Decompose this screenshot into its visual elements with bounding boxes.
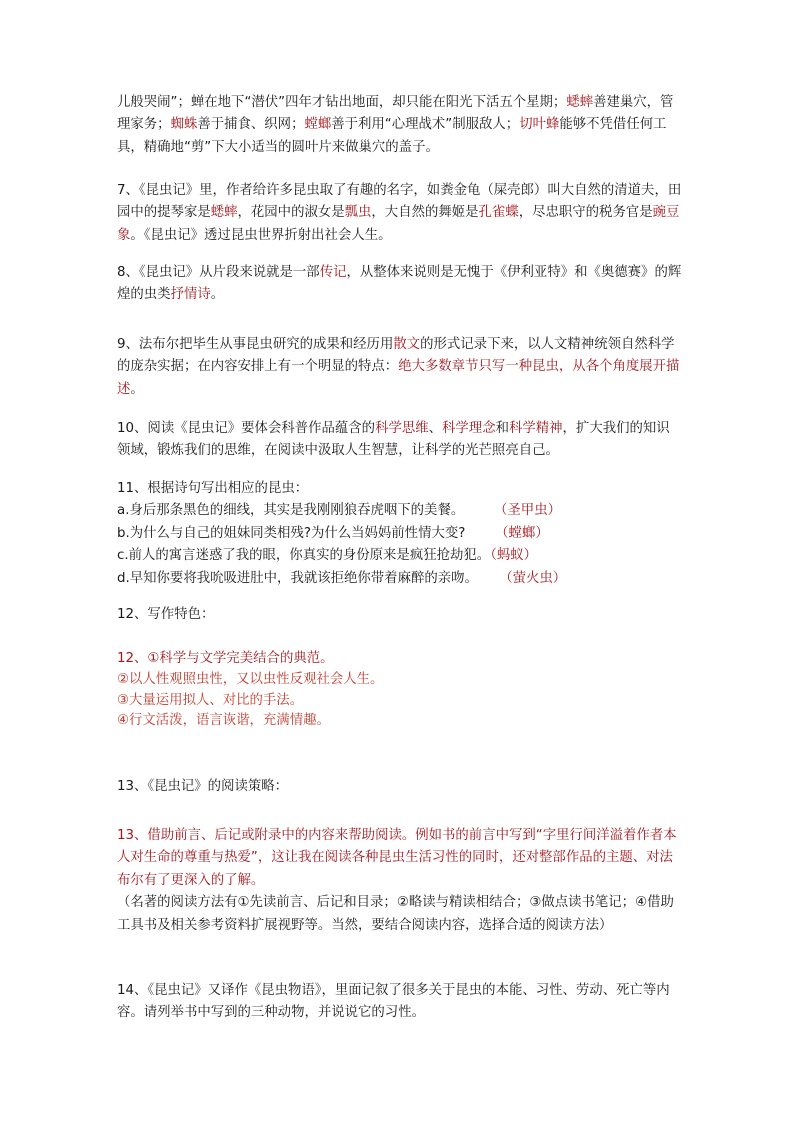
poem-text: d.早知你要将我吮吸进肚中，我就该拒绝你带着麻醉的亲吻。 [117, 570, 478, 586]
paragraph-13-title [117, 776, 682, 798]
text: ，大自然的舞姬是 [371, 205, 479, 221]
highlight-insect: 切叶蜂 [519, 117, 560, 133]
answer: （蚂蚁） [490, 548, 538, 564]
answer-line: ④行文活泼，语言诙谐，充满情趣。 [117, 713, 330, 729]
answer-text: 13、借助前言、后记或附录中的内容来帮助阅读。例如书的前言中写到 [117, 828, 536, 843]
text: 9、法布尔把毕生从事昆虫研究的成果和经历用 [117, 337, 394, 352]
highlight-insect: 蟋蟀 [210, 205, 238, 221]
text: 的形式记录下来，以人文精神统领自然科学的庞杂实据；在内容安排上有一个明显的特点： [117, 337, 675, 375]
text: 儿般哭闹”；蝉在地下“潜伏”四年才钻出地面，却只能在阳光下活五个星期； [117, 95, 567, 110]
highlight-insect: 螳螂 [304, 117, 332, 133]
poem-text: a.身后那条黑色的细线，其实是我刚刚狼吞虎咽下的美餐。 [117, 503, 465, 519]
text: 能够不凭借任何工具，精确地“剪”下大小适当的圆叶片来做巢穴的盖子。 [117, 117, 667, 155]
highlight-term: 绝大多数章节只写一种昆虫，从各个角度展开描述 [117, 359, 680, 397]
highlight-term: 散文 [393, 337, 421, 352]
highlight-insect: 豌豆象 [117, 205, 680, 243]
highlight-term: 科学精神 [508, 421, 563, 436]
paragraph-7 [117, 180, 682, 247]
question-title: 12、写作特色： [117, 607, 215, 622]
answer: （螳螂） [495, 525, 549, 541]
poem-line-d [117, 568, 682, 590]
highlight-term: 科学理念 [442, 421, 496, 436]
text: ，花园中的淑女是 [237, 205, 345, 221]
question-title: 11、根据诗句写出相应的昆虫： [117, 481, 309, 496]
answer-line: ③大量运用拟人、对比的手法。 [117, 692, 304, 708]
text: 和 [495, 421, 509, 436]
paragraph-12-answers [117, 648, 682, 732]
paragraph-6-continued [117, 92, 682, 159]
text: 善建巢穴，管理家务； [117, 95, 674, 133]
text: 10、阅读《昆虫记》要体会科普作品蕴含的 [117, 421, 376, 436]
paragraph-12-title [117, 604, 682, 626]
text: ，扩大我们的知识领域，锻炼我们的思维，在阅读中汲取人生智慧，让科学的光芒照亮自己。 [117, 421, 670, 459]
text: 善于利用“心理战术”制服敌人； [331, 117, 520, 133]
paragraph-10 [117, 418, 682, 463]
text: 善于捕食、织网； [197, 117, 305, 133]
answer-quote: “字里行间洋溢着作者本人对生命的尊重与热爱” [117, 828, 677, 866]
highlight-term: 科学思维 [375, 421, 429, 436]
answer: （圣甲虫） [494, 503, 561, 519]
highlight-insect: 蜘蛛 [170, 117, 198, 133]
poem-line-a [117, 500, 682, 522]
highlight-insect: 蟋蟀 [566, 95, 594, 110]
text: 。 [130, 381, 144, 397]
poem-line-c [117, 545, 682, 567]
highlight-term: 抒情诗 [170, 287, 211, 303]
paragraph-13-answer [117, 825, 682, 937]
highlight-term: 传记 [319, 265, 347, 280]
answer-line: 12、①科学与文学完美结合的典范。 [117, 651, 334, 666]
paragraph-14 [117, 980, 682, 1025]
text: 。 [210, 287, 225, 303]
poem-text: c.前人的寓言迷惑了我的眼，你真实的身份原来是疯狂抢劫犯。 [117, 548, 491, 564]
answer-text: ，这让我在阅读各种昆虫生活习性的同时，还对整部作品的主题、对法布尔有了更深入的了解。 [117, 850, 673, 888]
question-text: 14、《昆虫记》又译作《昆虫物语》，里面记叙了很多关于昆虫的本能、习性、劳动、死亡等内容。请列举书中写到的三种动物，并说说它的习性。 [117, 983, 670, 1021]
text: 7、《昆虫记》里，作者给许多昆虫取了有趣的名字，如粪金龟（屎壳郎）叫大自然的清道夫，田园中的提琴家是 [117, 183, 682, 221]
text: ，从整体来说则是无愧于《伊利亚特》和《奥德赛》的辉煌的虫类 [117, 265, 682, 303]
text: ，尽忠职守的税务官是 [518, 205, 653, 221]
paragraph-8 [117, 262, 682, 307]
reading-method-note: （名著的阅读方法有①先读前言、后记和目录；②略读与精读相结合；③做点读书笔记；④借助工具书及相关参考资料扩展视野等。当然，要结合阅读内容，选择合适的阅读方法） [117, 895, 674, 933]
text: 、 [428, 421, 443, 436]
answer-line: ②以人性观照虫性，又以虫性反观社会人生。 [117, 672, 384, 688]
question-title: 13、《昆虫记》的阅读策略： [117, 779, 289, 794]
poem-line-b [117, 523, 682, 545]
answer: （萤火虫） [499, 570, 567, 586]
text: 8、《昆虫记》从片段来说就是一部 [117, 265, 320, 280]
highlight-insect: 孔雀蝶 [478, 205, 519, 221]
text: 。《昆虫记》透过昆虫世界折射出社会人生。 [130, 227, 392, 243]
paragraph-11 [117, 478, 682, 590]
paragraph-9 [117, 334, 682, 401]
poem-text: b.为什么与自己的姐妹同类相残?为什么当妈妈前性情大变? [117, 525, 466, 541]
highlight-insect: 瓢虫 [344, 205, 372, 221]
